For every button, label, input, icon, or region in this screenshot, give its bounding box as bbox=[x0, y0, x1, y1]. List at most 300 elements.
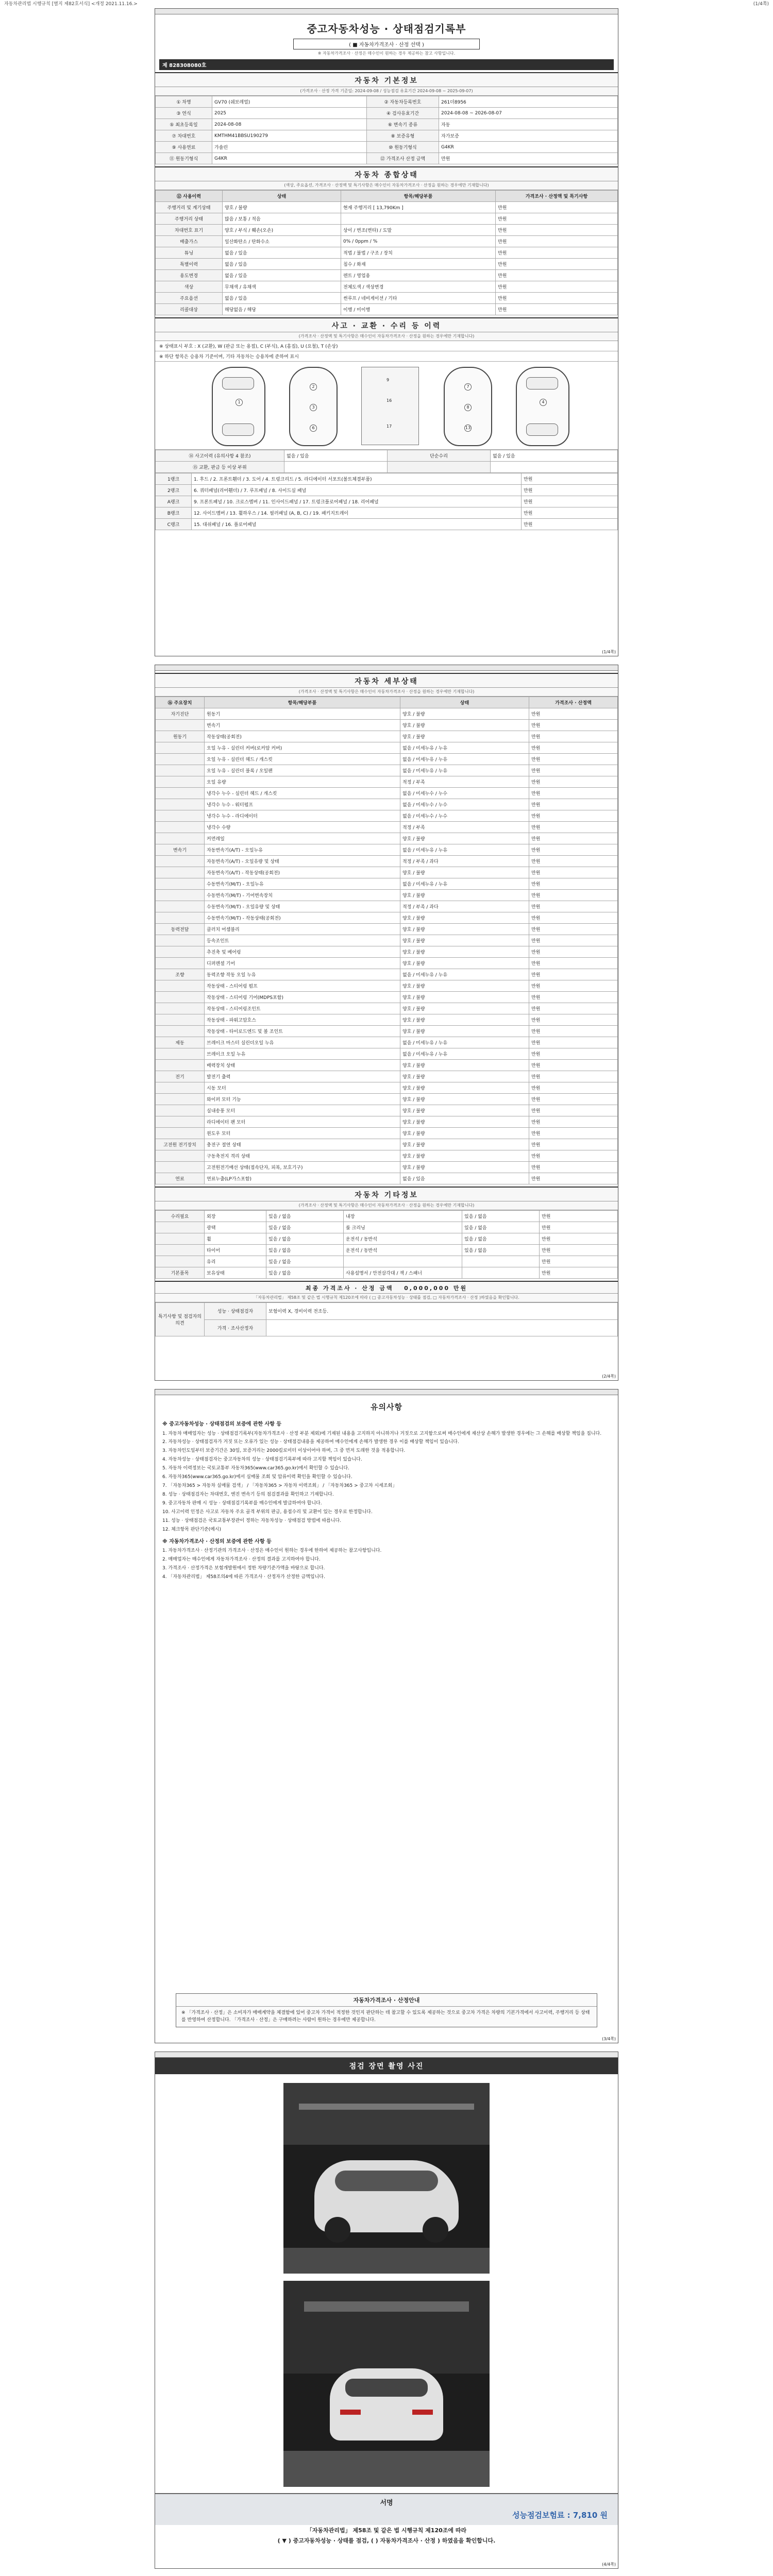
page-3 bbox=[155, 1389, 618, 2043]
detail-item: 고전원전기배선 상태(접속단자, 피복, 보호기구) bbox=[205, 1162, 400, 1173]
notice-item: 3. 가격조사 · 산정가격은 보험개발원에서 정한 차량기준가액을 바탕으로 합니다. bbox=[162, 1566, 325, 1571]
basic-info-title: 자동차 기본정보 bbox=[155, 72, 618, 87]
table-row bbox=[156, 1139, 618, 1150]
detail-state: 양호 / 불량 bbox=[400, 980, 529, 992]
page-1-label: (1/4쪽) bbox=[602, 650, 616, 654]
detail-group bbox=[156, 1026, 205, 1037]
table-row bbox=[156, 958, 618, 969]
detail-item: 수동변속기(M/T) - 오일누유 bbox=[205, 878, 400, 890]
etc-state: 있음 / 없음 bbox=[462, 1222, 540, 1233]
table-row bbox=[156, 776, 618, 788]
detail-price: 만원 bbox=[529, 856, 618, 867]
detail-state: 양호 / 불량 bbox=[400, 1071, 529, 1082]
footer-line-1: 「자동차관리법」 제58조 및 같은 법 시행규칙 제120조에 따라 bbox=[306, 2527, 467, 2534]
table-row bbox=[156, 519, 618, 530]
detail-group bbox=[156, 788, 205, 799]
detail-group bbox=[156, 856, 205, 867]
basic-key: ④ 검사유효기간 bbox=[367, 108, 439, 119]
table-row bbox=[156, 96, 618, 108]
detail-state: 양호 / 불량 bbox=[400, 708, 529, 720]
table-row bbox=[156, 153, 618, 164]
table-row bbox=[156, 485, 618, 496]
summary-item: 색상 bbox=[156, 281, 223, 293]
signature-label: 서명 bbox=[380, 2499, 393, 2507]
table-row bbox=[156, 788, 618, 799]
etc-price: 만원 bbox=[540, 1211, 618, 1222]
price-guide-text: ※ 「가격조사 · 산정」은 소비자가 매매계약을 체결함에 있어 중고차 가격이 적정한 것인지 판단하는 데 참고할 수 있도록 제공하는 것으로 중고차 가격은 차량의 기본가격에서 사고이력, 주행거리 등 상태를 반영하여 산정합니다. 「가격조사 · 산정」은 구매하려는 사람이 원하는 경우에만 제공합니다. bbox=[181, 2010, 590, 2023]
etc-item: 타이어 bbox=[205, 1245, 266, 1256]
table-row bbox=[156, 213, 618, 225]
notice-item: 5. 자동차 이력정보는 국토교통부 자동차365(www.car365.go.kr)에서 확인할 수 있습니다. bbox=[162, 1466, 349, 1471]
detail-price: 만원 bbox=[529, 1105, 618, 1116]
detail-header-cell: 상태 bbox=[400, 697, 529, 708]
detail-item: 수동변속기(M/T) - 오일유량 및 상태 bbox=[205, 901, 400, 912]
detail-state: 양호 / 불량 bbox=[400, 1014, 529, 1026]
page-header-bar bbox=[155, 1389, 618, 1395]
table-row bbox=[156, 130, 618, 142]
detail-item: 작동상태(공회전) bbox=[205, 731, 400, 742]
summary-detail: 렌트 / 영업용 bbox=[341, 270, 496, 281]
etc-group bbox=[156, 1256, 205, 1267]
table-row bbox=[156, 496, 618, 507]
subtitle-note: ※ 자동차가격조사 · 산정은 매수인이 원하는 경우 제공하는 참고 사항입니다. bbox=[317, 51, 456, 56]
basic-value: 2025 bbox=[212, 108, 367, 119]
notice-item: 7. 「자동차365 > 자동차 실매물 검색」 / 「자동차365 > 자동차 이력조회」 / 「자동차365 > 중고차 시세조회」 bbox=[162, 1483, 397, 1489]
summary-price: 만원 bbox=[496, 259, 618, 270]
panel-rank: 1랭크 bbox=[156, 473, 192, 485]
summary-item: 주행거리 상태 bbox=[156, 213, 223, 225]
summary-price: 만원 bbox=[496, 293, 618, 304]
detail-group bbox=[156, 878, 205, 890]
detail-state: 없음 / 미세누유 / 누유 bbox=[400, 742, 529, 754]
panel-rank: A랭크 bbox=[156, 496, 192, 507]
etc-item: 운전석 / 동반석 bbox=[344, 1233, 462, 1245]
detail-group: 자기진단 bbox=[156, 708, 205, 720]
etc-group bbox=[156, 1233, 205, 1245]
detail-item: 연료누출(LP가스포함) bbox=[205, 1173, 400, 1184]
detail-price: 만원 bbox=[529, 901, 618, 912]
detail-group: 제동 bbox=[156, 1037, 205, 1048]
detail-header-cell: ⑯ 주요장치 bbox=[156, 697, 205, 708]
detail-price: 만원 bbox=[529, 924, 618, 935]
table-row bbox=[156, 924, 618, 935]
basic-key: ③ 연식 bbox=[156, 108, 212, 119]
etc-group: 수리필요 bbox=[156, 1211, 205, 1222]
etc-state: 있음 / 없음 bbox=[266, 1245, 344, 1256]
detail-state: 양호 / 불량 bbox=[400, 924, 529, 935]
detail-state: 없음 / 미세누유 / 누유 bbox=[400, 1037, 529, 1048]
table-row bbox=[156, 946, 618, 958]
summary-price: 만원 bbox=[496, 213, 618, 225]
basic-key: ⑥ 변속기 종류 bbox=[367, 119, 439, 130]
detail-price: 만원 bbox=[529, 742, 618, 754]
etc-item: 광택 bbox=[205, 1222, 266, 1233]
detail-item: 브레이크 오일 누유 bbox=[205, 1048, 400, 1060]
notice-item: 4. 자동차성능 · 상태점검자는 중고자동차의 성능 · 상태점검기록부에 따라 고지할 책임이 있습니다. bbox=[162, 1457, 362, 1463]
table-row bbox=[156, 731, 618, 742]
detail-item: 시동 모터 bbox=[205, 1082, 400, 1094]
detail-item: 냉각수 누수 - 워터펌프 bbox=[205, 799, 400, 810]
table-row bbox=[156, 119, 618, 130]
table-row bbox=[156, 720, 618, 731]
basic-value: G4KR bbox=[212, 153, 367, 164]
etc-state: 있음 / 없음 bbox=[462, 1233, 540, 1245]
insurance-fee: 성능점검보험료 : 7,810 원 bbox=[512, 2511, 608, 2520]
detail-price: 만원 bbox=[529, 878, 618, 890]
etc-item: 운전석 / 동반석 bbox=[344, 1245, 462, 1256]
detail-price: 만원 bbox=[529, 731, 618, 742]
detail-table bbox=[155, 697, 618, 1184]
summary-price: 만원 bbox=[496, 247, 618, 259]
accident-value: 없음 / 있음 bbox=[284, 450, 388, 462]
detail-group: 원동기 bbox=[156, 731, 205, 742]
detail-group bbox=[156, 1094, 205, 1105]
table-row bbox=[156, 236, 618, 247]
detail-price: 만원 bbox=[529, 1116, 618, 1128]
detail-group bbox=[156, 946, 205, 958]
detail-item: 등속조인트 bbox=[205, 935, 400, 946]
etc-note: (가격조사 · 산정액 및 특기사항은 매수인이 자동차가격조사 · 산정을 원하는 경우에만 기재합니다) bbox=[155, 1201, 618, 1210]
notice-title: 유의사항 bbox=[371, 1402, 402, 1412]
summary-state: 무채색 / 유채색 bbox=[223, 281, 341, 293]
summary-detail: 상이 / 변조(변타) / 도말 bbox=[341, 225, 496, 236]
price-option-box: ( ■ 자동차가격조사 · 산정 선택 ) bbox=[293, 39, 480, 49]
detail-group: 연료 bbox=[156, 1173, 205, 1184]
etc-price: 만원 bbox=[540, 1233, 618, 1245]
page-count: (1/4쪽) bbox=[753, 2, 769, 7]
summary-header-cell: 가격조사 · 산정액 및 특기사항 bbox=[496, 191, 618, 202]
detail-price: 만원 bbox=[529, 810, 618, 822]
special-inspector-label: 성능 · 상태점검자 bbox=[205, 1303, 266, 1320]
summary-item: 차대번호 표기 bbox=[156, 225, 223, 236]
detail-item: 배력장치 상태 bbox=[205, 1060, 400, 1071]
detail-group bbox=[156, 1014, 205, 1026]
table-row bbox=[156, 754, 618, 765]
page-2-label: (2/4쪽) bbox=[602, 1374, 616, 1379]
detail-price: 만원 bbox=[529, 799, 618, 810]
summary-item: 리콜대상 bbox=[156, 304, 223, 315]
special-inspector-value: 보험이력 X, 경비이력 전조등. bbox=[266, 1303, 618, 1320]
basic-value: 2024-08-08 bbox=[212, 119, 367, 130]
basic-key: ⑪ 원동기형식 bbox=[156, 153, 212, 164]
table-row bbox=[156, 833, 618, 844]
table-row bbox=[156, 225, 618, 236]
table-row bbox=[156, 1256, 618, 1267]
detail-header-cell: 가격조사 · 산정액 bbox=[529, 697, 618, 708]
table-row bbox=[156, 281, 618, 293]
summary-state: 양호 / 부식 / 훼손(오손) bbox=[223, 225, 341, 236]
table-row bbox=[156, 462, 618, 473]
notice-heading-2: ※ 자동차가격조사 · 산정의 보증에 관한 사항 등 bbox=[162, 1538, 272, 1545]
detail-item: 추진축 및 베어링 bbox=[205, 946, 400, 958]
table-row bbox=[156, 293, 618, 304]
detail-item: 오일 유량 bbox=[205, 776, 400, 788]
detail-item: 작동상태 - 스티어링조인트 bbox=[205, 1003, 400, 1014]
etc-title: 자동차 기타정보 bbox=[155, 1187, 618, 1201]
table-row bbox=[156, 980, 618, 992]
summary-price: 만원 bbox=[496, 202, 618, 213]
detail-price: 만원 bbox=[529, 844, 618, 856]
detail-price: 만원 bbox=[529, 822, 618, 833]
detail-state: 양호 / 불량 bbox=[400, 890, 529, 901]
car-outline-rear: 4 bbox=[516, 367, 569, 446]
detail-group bbox=[156, 765, 205, 776]
detail-item: 라디에이터 팬 모터 bbox=[205, 1116, 400, 1128]
detail-item: 수동변속기(M/T) - 기어변속장치 bbox=[205, 890, 400, 901]
photo-section-title: 점검 장면 촬영 사진 bbox=[155, 2058, 618, 2074]
detail-group bbox=[156, 935, 205, 946]
notice-item: 3. 자동차인도일부터 보증기간은 30일, 보증거리는 2000킬로미터 이상이어야 하며, 그 중 먼저 도래한 것을 적용합니다. bbox=[162, 1448, 406, 1454]
summary-price: 만원 bbox=[496, 236, 618, 247]
table-row bbox=[156, 1037, 618, 1048]
detail-group bbox=[156, 833, 205, 844]
detail-group bbox=[156, 822, 205, 833]
panel-price: 만원 bbox=[522, 485, 618, 496]
table-row bbox=[156, 742, 618, 754]
basic-value: 만원 bbox=[439, 153, 618, 164]
detail-group: 동력전달 bbox=[156, 924, 205, 935]
accident-title: 사고 · 교환 · 수리 등 이력 bbox=[155, 317, 618, 332]
detail-item: 클러치 어셈블리 bbox=[205, 924, 400, 935]
detail-item: 냉각수 누수 - 실린더 헤드 / 개스킷 bbox=[205, 788, 400, 799]
notice-heading-1: ※ 중고자동차성능 · 상태점검의 보증에 관한 사항 등 bbox=[162, 1421, 282, 1427]
summary-header-cell: 항목/해당부품 bbox=[341, 191, 496, 202]
basic-key: ⑧ 보증유형 bbox=[367, 130, 439, 142]
detail-state: 양호 / 불량 bbox=[400, 1082, 529, 1094]
accident-key: 단순수리 bbox=[388, 450, 491, 462]
detail-group bbox=[156, 1003, 205, 1014]
summary-detail bbox=[341, 213, 496, 225]
detail-price: 만원 bbox=[529, 1026, 618, 1037]
detail-state: 양호 / 불량 bbox=[400, 1003, 529, 1014]
detail-group: 전기 bbox=[156, 1071, 205, 1082]
summary-item: 용도변경 bbox=[156, 270, 223, 281]
detail-group bbox=[156, 912, 205, 924]
table-row bbox=[156, 1060, 618, 1071]
table-row bbox=[156, 1048, 618, 1060]
summary-item: 배출가스 bbox=[156, 236, 223, 247]
summary-detail: 전체도색 / 색상변경 bbox=[341, 281, 496, 293]
summary-state: 없음 / 있음 bbox=[223, 270, 341, 281]
signature-bar bbox=[155, 2493, 618, 2525]
summary-price: 만원 bbox=[496, 270, 618, 281]
detail-item: 오일 누유 - 실린더 블록 / 오일팬 bbox=[205, 765, 400, 776]
basic-value: GV70 (쉐보레얼) bbox=[212, 96, 367, 108]
notice-item: 2. 자동차성능 · 상태점검자가 거짓 또는 오류가 있는 성능 · 상태점검내용을 제공하여 매수인에게 손해가 발생한 경우 이를 배상할 책임이 있습니다. bbox=[162, 1439, 459, 1445]
summary-item: 주행거리 및 계기상태 bbox=[156, 202, 223, 213]
basic-key: ⑫ 가격조사 산정 금액 bbox=[367, 153, 439, 164]
detail-note: (가격조사 · 산정액 및 특기사항은 매수인이 자동차가격조사 · 산정을 원하는 경우에만 기재합니다) bbox=[155, 688, 618, 697]
etc-state: 있음 / 없음 bbox=[266, 1211, 344, 1222]
outer-panel-table bbox=[155, 473, 618, 530]
notice-item: 10. 사고이력 인정은 사고로 자동차 주요 골격 부위의 판금, 용접수리 및 교환이 있는 경우로 한정합니다. bbox=[162, 1509, 373, 1515]
table-row bbox=[156, 1071, 618, 1082]
table-row bbox=[156, 1211, 618, 1222]
etc-price: 만원 bbox=[540, 1256, 618, 1267]
detail-item: 충전구 절연 상태 bbox=[205, 1139, 400, 1150]
detail-state: 양호 / 불량 bbox=[400, 867, 529, 878]
accident-value bbox=[284, 462, 388, 473]
table-row bbox=[156, 1233, 618, 1245]
detail-item: 자동변속기(A/T) - 오일유량 및 상태 bbox=[205, 856, 400, 867]
summary-detail: 침수 / 화재 bbox=[341, 259, 496, 270]
notice-item: 4. 「자동차관리법」 제58조의4에 따른 가격조사 · 산정자가 산정한 금액입니다. bbox=[162, 1574, 325, 1580]
table-row bbox=[156, 259, 618, 270]
basic-value: 자가보증 bbox=[439, 130, 618, 142]
detail-price: 만원 bbox=[529, 1060, 618, 1071]
detail-item: 와이퍼 모터 기능 bbox=[205, 1094, 400, 1105]
summary-state: 양호 / 불량 bbox=[223, 202, 341, 213]
detail-item: 원동기 bbox=[205, 708, 400, 720]
detail-price: 만원 bbox=[529, 776, 618, 788]
notice-body bbox=[155, 1412, 618, 1587]
table-row bbox=[156, 856, 618, 867]
summary-item: 주요옵션 bbox=[156, 293, 223, 304]
table-row bbox=[156, 1162, 618, 1173]
etc-state: 있음 / 없음 bbox=[266, 1222, 344, 1233]
detail-price: 만원 bbox=[529, 867, 618, 878]
table-row bbox=[156, 810, 618, 822]
accident-note: (가격조사 · 산정액 및 특기사항은 매수인이 자동차가격조사 · 산정을 원하는 경우에만 기재합니다) bbox=[155, 332, 618, 341]
panel-price: 만원 bbox=[522, 519, 618, 530]
table-row bbox=[156, 1150, 618, 1162]
detail-state: 적정 / 부족 / 과다 bbox=[400, 856, 529, 867]
special-table bbox=[155, 1302, 618, 1336]
detail-state: 없음 / 미세누수 / 누수 bbox=[400, 788, 529, 799]
footer-line-2: ( ▼ ) 중고자동차성능 · 상태를 점검, ( ) 자동차가격조사 · 산정 ) 하였음을 확인합니다. bbox=[277, 2537, 496, 2544]
car-outline-right: 7 8 13 bbox=[444, 367, 492, 446]
table-row bbox=[156, 473, 618, 485]
basic-key: ⑩ 원동기형식 bbox=[367, 142, 439, 153]
frame-diagram: 9 16 17 bbox=[361, 367, 419, 445]
basic-key: ⑨ 사용연료 bbox=[156, 142, 212, 153]
notice-item: 1. 자동차 매매업자는 성능 · 상태점검기록부(자동차가격조사 · 산정 부분 제외)에 기재된 내용을 고지하지 아니하거나 거짓으로 고지함으로써 매수인에게 재산상 손해가 발생한 경우에는 그 손해를 배상할 책임을 집니다. bbox=[162, 1431, 602, 1436]
detail-item: 디퍼렌셜 기어 bbox=[205, 958, 400, 969]
notice-item: 6. 자동차365(www.car365.go.kr)에서 실매물 조회 및 압류이력 확인을 확인할 수 있습니다. bbox=[162, 1475, 352, 1480]
notice-item: 8. 성능 · 상태점검자는 차대번호, 엔진 변속기 등의 점검결과를 확인하고 기재합니다. bbox=[162, 1492, 334, 1498]
detail-price: 만원 bbox=[529, 788, 618, 799]
detail-state: 양호 / 불량 bbox=[400, 1139, 529, 1150]
table-row bbox=[156, 108, 618, 119]
detail-group bbox=[156, 980, 205, 992]
total-note: 「자동차관리법」 제58조 및 같은 법 시행규칙 제120조에 따라 ( □ 중고자동차성능 · 상태를 점검, □ 자동차가격조사 · 산정 )하였음을 확인합니다. bbox=[155, 1294, 618, 1302]
detail-item: 오일 누유 - 실린더 커버(로커암 커버) bbox=[205, 742, 400, 754]
basic-value: 261더8956 bbox=[439, 96, 618, 108]
detail-state: 없음 / 미세누유 / 누유 bbox=[400, 765, 529, 776]
detail-state: 양호 / 불량 bbox=[400, 1094, 529, 1105]
detail-item: 수동변속기(M/T) - 작동상태(공회전) bbox=[205, 912, 400, 924]
panel-items: 15. 대쉬패널 / 16. 플로어패널 bbox=[192, 519, 522, 530]
etc-price: 만원 bbox=[540, 1245, 618, 1256]
inspection-photo-front bbox=[283, 2083, 490, 2274]
table-row bbox=[156, 969, 618, 980]
detail-item: 동력조향 작동 오일 누유 bbox=[205, 969, 400, 980]
etc-item: 룸 크리닝 bbox=[344, 1222, 462, 1233]
table-row bbox=[156, 450, 618, 462]
table-row bbox=[156, 142, 618, 153]
detail-group bbox=[156, 1162, 205, 1173]
detail-group bbox=[156, 1128, 205, 1139]
detail-price: 만원 bbox=[529, 1048, 618, 1060]
summary-header-cell: 상태 bbox=[223, 191, 341, 202]
detail-item: 자동변속기(A/T) - 작동상태(공회전) bbox=[205, 867, 400, 878]
detail-state: 없음 / 있음 bbox=[400, 1173, 529, 1184]
detail-price: 만원 bbox=[529, 1139, 618, 1150]
basic-info-table bbox=[155, 96, 618, 164]
summary-detail: 0% / 0ppm / % bbox=[341, 236, 496, 247]
table-row bbox=[156, 822, 618, 833]
total-title bbox=[155, 1281, 618, 1294]
summary-state: 없음 / 있음 bbox=[223, 259, 341, 270]
panel-price: 만원 bbox=[522, 507, 618, 519]
summary-item: 특별이력 bbox=[156, 259, 223, 270]
detail-price: 만원 bbox=[529, 958, 618, 969]
table-row bbox=[156, 878, 618, 890]
table-row bbox=[156, 935, 618, 946]
price-guide-title: 자동차가격조사 · 산정안내 bbox=[176, 1994, 597, 2007]
detail-item: 오일 누유 - 실린더 헤드 / 개스킷 bbox=[205, 754, 400, 765]
detail-price: 만원 bbox=[529, 1128, 618, 1139]
page-header-bar bbox=[155, 9, 618, 14]
accident-legend: ※ 상태표시 부호 : X (교환), W (판금 또는 용접), C (부식), A (흠집), U (요철), T (손상) bbox=[155, 341, 618, 351]
special-label: 특기사항 및 점검자의 의견 bbox=[156, 1303, 205, 1336]
detail-price: 만원 bbox=[529, 912, 618, 924]
panel-rank: 2랭크 bbox=[156, 485, 192, 496]
etc-item: 보유상태 bbox=[205, 1267, 266, 1279]
table-row bbox=[156, 1014, 618, 1026]
detail-state: 양호 / 불량 bbox=[400, 833, 529, 844]
document-title: 중고자동차성능 · 상태점검기록부 bbox=[307, 23, 466, 35]
table-row bbox=[156, 202, 618, 213]
detail-state: 양호 / 불량 bbox=[400, 935, 529, 946]
detail-price: 만원 bbox=[529, 765, 618, 776]
panel-items: 6. 쿼터패널(리어휀더) / 7. 루프패널 / 8. 사이드실 패널 bbox=[192, 485, 522, 496]
detail-header-cell: 항목/해당부품 bbox=[205, 697, 400, 708]
detail-state: 양호 / 불량 bbox=[400, 1105, 529, 1116]
etc-item: 외장 bbox=[205, 1211, 266, 1222]
table-row bbox=[156, 1082, 618, 1094]
detail-state: 양호 / 불량 bbox=[400, 1150, 529, 1162]
table-row bbox=[156, 912, 618, 924]
table-row bbox=[156, 304, 618, 315]
page-4 bbox=[155, 2052, 618, 2569]
summary-state: 일산화탄소 / 탄화수소 bbox=[223, 236, 341, 247]
table-row bbox=[156, 1003, 618, 1014]
accident-legend-2: ※ 하단 항목은 승용차 기준이며, 기타 자동차는 승용차에 준하여 표시 bbox=[155, 351, 618, 362]
basic-value: 2024-08-08 ~ 2026-08-07 bbox=[439, 108, 618, 119]
detail-state: 적정 / 부족 bbox=[400, 822, 529, 833]
panel-items: 1. 후드 / 2. 프론트휀더 / 3. 도어 / 4. 트렁크리드 / 5. 라디에이터 서포트(볼트체결부품) bbox=[192, 473, 522, 485]
accident-value bbox=[491, 462, 618, 473]
etc-state: 있음 / 없음 bbox=[266, 1267, 344, 1279]
etc-item bbox=[344, 1256, 462, 1267]
etc-state: 있음 / 없음 bbox=[266, 1233, 344, 1245]
summary-note: (색상, 주요옵션, 가격조사 · 산정액 및 특기사항은 매수인이 자동차가격조사 · 산정을 원하는 경우에만 기재합니다) bbox=[155, 181, 618, 190]
special-appraiser-value bbox=[266, 1319, 618, 1336]
summary-title: 자동차 종합상태 bbox=[155, 166, 618, 181]
detail-state: 없음 / 미세누유 / 누유 bbox=[400, 754, 529, 765]
detail-price: 만원 bbox=[529, 1071, 618, 1082]
page-2 bbox=[155, 665, 618, 1381]
table-row bbox=[156, 765, 618, 776]
table-row bbox=[156, 270, 618, 281]
table-row bbox=[156, 708, 618, 720]
panel-items: 9. 프론트패널 / 10. 크로스멤버 / 11. 인사이드패널 / 17. 트렁크플로어패널 / 18. 리어패널 bbox=[192, 496, 522, 507]
basic-info-note: (가격조사 · 산정 가격 기준일: 2024-09-08 / 성능점검 유효기간 2024-09-08 ~ 2025-09-07) bbox=[155, 87, 618, 96]
detail-group bbox=[156, 1082, 205, 1094]
detail-item: 작동상태 - 파워고압호스 bbox=[205, 1014, 400, 1026]
etc-state bbox=[462, 1256, 540, 1267]
